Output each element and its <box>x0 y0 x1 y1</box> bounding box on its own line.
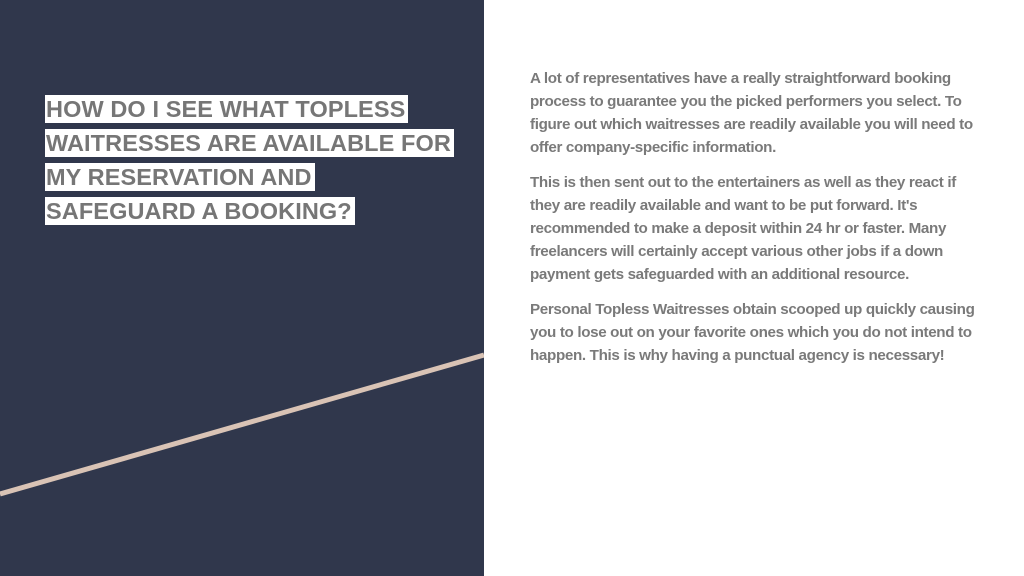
body-text-column <box>530 67 985 379</box>
accent-stroke <box>0 355 484 494</box>
left-panel <box>0 0 484 576</box>
slide-heading <box>45 92 465 228</box>
paragraph-1: A lot of representatives have a really straightforward booking process to guarantee you the picked performers you select. To figure out which waitresses are readily available you will need to offer company-specific information. <box>530 70 973 156</box>
paragraph-3: Personal Topless Waitresses obtain scooped up quickly causing you to lose out on your favorite ones which you do not intend to happen. This is why having a punctual agency is necessary! <box>530 301 975 364</box>
heading-highlight-text: HOW DO I SEE WHAT TOPLESS WAITRESSES ARE AVAILABLE FOR MY RESERVATION AND SAFEGUARD A BOOKING? <box>45 95 454 225</box>
diagonal-accent-line <box>0 0 484 576</box>
paragraph-2: This is then sent out to the entertainers as well as they react if they are readily available and want to be put forward. It's recommended to make a deposit within 24 hr or faster. Many freelancers will certainly accept various other jobs if a down payment gets safeguarded with an additional resource. <box>530 174 956 283</box>
